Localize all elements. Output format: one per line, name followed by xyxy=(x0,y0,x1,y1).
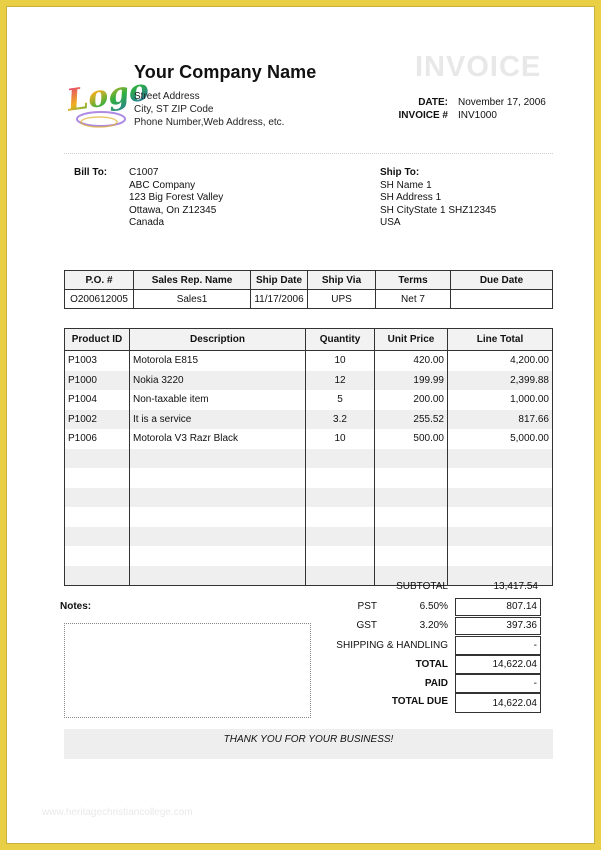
table-row xyxy=(65,390,553,410)
po-number-cell: O200612005 xyxy=(65,290,134,309)
bill-to-label: Bill To: xyxy=(74,167,108,178)
product-id-header: Product ID xyxy=(65,329,130,351)
product-id-cell: P1000 xyxy=(65,371,130,391)
quantity-header: Quantity xyxy=(306,329,375,351)
line-total-header: Line Total xyxy=(448,329,553,351)
unit-price-cell: 255.52 xyxy=(375,410,448,430)
date-label: DATE: xyxy=(418,97,448,108)
total-value: 14,622.04 xyxy=(455,655,541,674)
empty-row xyxy=(65,507,553,527)
table-row xyxy=(65,371,553,391)
company-address xyxy=(134,91,284,129)
invoice-page xyxy=(6,6,595,844)
contact-info: Phone Number,Web Address, etc. xyxy=(134,116,285,128)
subtotal-value: 13,417.54 xyxy=(493,581,538,592)
date-value: November 17, 2006 xyxy=(458,97,546,108)
bill-to-line: Canada xyxy=(129,217,165,229)
unit-price-cell: 199.99 xyxy=(375,371,448,391)
ship-to-line: SH Name 1 xyxy=(380,179,432,191)
thank-you-banner: THANK YOU FOR YOUR BUSINESS! xyxy=(64,729,553,759)
order-info-table xyxy=(64,270,553,309)
unit-price-cell: 420.00 xyxy=(375,351,448,371)
paid-label: PAID xyxy=(424,678,448,689)
total-label: TOTAL xyxy=(415,659,448,670)
total-due-value: 14,622.04 xyxy=(455,693,541,713)
gst-label: GST xyxy=(356,620,377,631)
unit-price-cell: 200.00 xyxy=(375,390,448,410)
empty-row xyxy=(65,546,553,566)
pst-rate: 6.50% xyxy=(419,601,448,612)
ship-via-cell: UPS xyxy=(308,290,376,309)
ship-to-line: SH CityState 1 SHZ12345 xyxy=(380,204,497,216)
header-divider xyxy=(64,153,553,154)
svg-text:Logo: Logo xyxy=(64,72,152,119)
shipping-label: SHIPPING & HANDLING xyxy=(336,640,448,651)
line-total-cell: 817.66 xyxy=(448,410,553,430)
ship-date-cell: 11/17/2006 xyxy=(251,290,308,309)
table-row xyxy=(65,290,553,309)
empty-row xyxy=(65,468,553,488)
empty-row xyxy=(65,488,553,508)
ship-to-block xyxy=(380,167,496,230)
ship-date-header: Ship Date xyxy=(251,271,308,290)
invoice-number-label: INVOICE # xyxy=(398,110,448,121)
empty-row xyxy=(65,527,553,547)
description-cell: Motorola E815 xyxy=(130,351,306,371)
due-date-header: Due Date xyxy=(451,271,553,290)
description-cell: It is a service xyxy=(130,410,306,430)
description-cell: Non-taxable item xyxy=(130,390,306,410)
bill-to-line: Ottawa, On Z12345 xyxy=(129,204,217,216)
product-id-cell: P1004 xyxy=(65,390,130,410)
description-cell: Nokia 3220 xyxy=(130,371,306,391)
unit-price-header: Unit Price xyxy=(375,329,448,351)
product-id-cell: P1003 xyxy=(65,351,130,371)
unit-price-cell: 500.00 xyxy=(375,429,448,449)
terms-header: Terms xyxy=(376,271,451,290)
gst-rate: 3.20% xyxy=(419,620,448,631)
company-logo xyxy=(64,67,152,137)
quantity-cell: 3.2 xyxy=(306,410,375,430)
ship-to-line: SH Address 1 xyxy=(380,192,442,204)
sales-rep-cell: Sales1 xyxy=(134,290,251,309)
product-id-cell: P1006 xyxy=(65,429,130,449)
quantity-cell: 10 xyxy=(306,351,375,371)
ship-to-label: Ship To: xyxy=(380,167,420,178)
product-id-cell: P1002 xyxy=(65,410,130,430)
table-header-row xyxy=(65,271,553,290)
terms-cell: Net 7 xyxy=(376,290,451,309)
city-state-zip: City, ST ZIP Code xyxy=(134,103,214,115)
quantity-cell: 5 xyxy=(306,390,375,410)
watermark: www.heritagechristiancollege.com xyxy=(42,807,193,818)
pst-value: 807.14 xyxy=(455,598,541,616)
gst-value: 397.36 xyxy=(455,617,541,635)
notes-box[interactable] xyxy=(64,623,311,718)
description-cell: Motorola V3 Razr Black xyxy=(130,429,306,449)
line-total-cell: 5,000.00 xyxy=(448,429,553,449)
notes-label: Notes: xyxy=(60,601,92,612)
table-row xyxy=(65,429,553,449)
street-address: Street Address xyxy=(134,91,200,102)
invoice-number-value: INV1000 xyxy=(458,110,497,121)
ship-via-header: Ship Via xyxy=(308,271,376,290)
line-total-cell: 2,399.88 xyxy=(448,371,553,391)
table-row xyxy=(65,351,553,371)
po-number-header: P.O. # xyxy=(65,271,134,290)
quantity-cell: 10 xyxy=(306,429,375,449)
description-header: Description xyxy=(130,329,306,351)
pst-label: PST xyxy=(357,601,377,612)
sales-rep-header: Sales Rep. Name xyxy=(134,271,251,290)
bill-to-line: 123 Big Forest Valley xyxy=(129,192,224,204)
line-total-cell: 1,000.00 xyxy=(448,390,553,410)
bill-to-line: ABC Company xyxy=(129,179,196,191)
line-items-table xyxy=(64,328,553,586)
company-name: Your Company Name xyxy=(134,62,317,82)
table-header-row xyxy=(65,329,553,351)
bill-to-line: C1007 xyxy=(129,167,159,178)
quantity-cell: 12 xyxy=(306,371,375,391)
line-total-cell: 4,200.00 xyxy=(448,351,553,371)
total-due-label: TOTAL DUE xyxy=(391,696,448,707)
ship-to-line: USA xyxy=(380,217,401,229)
subtotal-label: SUBTOTAL xyxy=(396,581,448,592)
due-date-cell xyxy=(451,290,553,309)
bill-to-address xyxy=(129,167,223,230)
empty-row xyxy=(65,449,553,469)
shipping-value: - xyxy=(455,636,541,655)
invoice-title: INVOICE xyxy=(415,51,542,83)
table-row xyxy=(65,410,553,430)
paid-value: - xyxy=(455,674,541,693)
